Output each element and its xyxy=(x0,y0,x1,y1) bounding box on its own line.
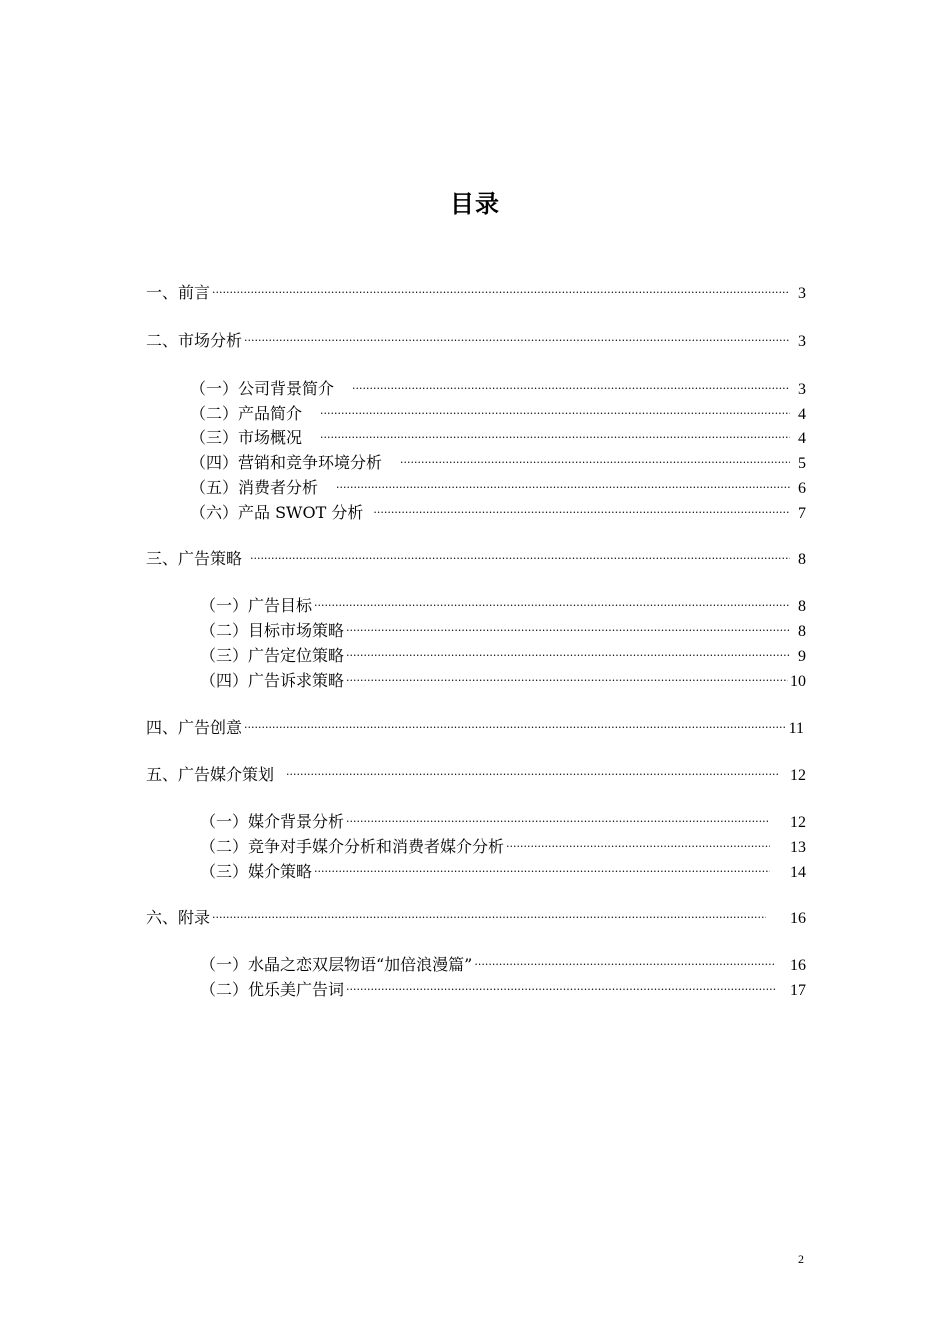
toc-entry-page: 16 xyxy=(790,910,806,927)
toc-entry-preface[interactable] xyxy=(146,282,806,304)
toc-entry-label: 六、附录 xyxy=(146,908,211,927)
toc-entry-page: 4 xyxy=(798,406,806,423)
toc-entry-page: 8 xyxy=(798,598,806,615)
toc-subentry[interactable] xyxy=(200,811,806,833)
toc-entry-page: 3 xyxy=(798,381,806,398)
toc-entry-label: （四）营销和竞争环境分析 xyxy=(190,453,383,472)
dot-leader xyxy=(212,282,790,304)
dot-leader xyxy=(373,502,790,524)
toc-entry-page: 17 xyxy=(790,982,806,999)
toc-subentry[interactable] xyxy=(190,378,806,400)
toc-entry-label: 五、广告媒介策划 xyxy=(146,765,275,784)
dot-leader xyxy=(212,907,766,929)
toc-subentry[interactable] xyxy=(200,670,806,692)
dot-leader xyxy=(352,378,790,400)
toc-entry-page: 12 xyxy=(790,767,806,784)
toc-entry-page: 3 xyxy=(798,285,806,302)
toc-entry-page: 13 xyxy=(790,839,806,856)
toc-subentry[interactable] xyxy=(200,954,806,976)
dot-leader xyxy=(346,645,790,667)
toc-entry-label: （一）公司背景简介 xyxy=(190,379,335,398)
toc-entry-page: 14 xyxy=(790,864,806,881)
toc-entry-market-analysis[interactable] xyxy=(146,330,806,352)
toc-subentry[interactable] xyxy=(190,427,806,449)
dot-leader xyxy=(346,811,770,833)
toc-subentry[interactable] xyxy=(190,403,806,425)
toc-entry-ad-creative[interactable] xyxy=(146,717,804,739)
toc-subentry[interactable] xyxy=(200,979,806,1001)
toc-entry-label: （三）媒介策略 xyxy=(200,862,313,881)
toc-entry-label: （四）广告诉求策略 xyxy=(200,671,345,690)
dot-leader xyxy=(346,620,790,642)
dot-leader xyxy=(320,403,790,425)
toc-entry-label: 四、广告创意 xyxy=(146,718,243,737)
toc-entry-label: （一）媒介背景分析 xyxy=(200,812,345,831)
toc-entry-label: （一）广告目标 xyxy=(200,596,313,615)
page-number: 2 xyxy=(798,1252,804,1266)
toc-subentry[interactable] xyxy=(190,502,806,524)
dot-leader xyxy=(474,954,776,976)
toc-subentry[interactable] xyxy=(200,595,806,617)
toc-entry-label: （五）消费者分析 xyxy=(190,478,319,497)
toc-entry-label: 三、广告策略 xyxy=(146,549,243,568)
toc-entry-label: （六）产品 SWOT 分析 xyxy=(190,503,364,522)
toc-title: 目录 xyxy=(450,190,500,218)
dot-leader xyxy=(314,595,790,617)
toc-subentry[interactable] xyxy=(190,477,806,499)
dot-leader xyxy=(250,548,790,570)
dot-leader xyxy=(346,670,788,692)
toc-entry-label: （二）竞争对手媒介分析和消费者媒介分析 xyxy=(200,837,505,856)
toc-entry-label: （三）广告定位策略 xyxy=(200,646,345,665)
toc-entry-appendix[interactable] xyxy=(146,907,806,929)
toc-entry-page: 4 xyxy=(798,430,806,447)
toc-subentry[interactable] xyxy=(200,836,806,858)
toc-entry-page: 3 xyxy=(798,333,806,350)
toc-entry-page: 12 xyxy=(790,814,806,831)
toc-entry-page: 5 xyxy=(798,455,806,472)
toc-entry-page: 16 xyxy=(790,957,806,974)
toc-subentry[interactable] xyxy=(200,645,806,667)
toc-entry-label: （三）市场概况 xyxy=(190,428,303,447)
toc-entry-page: 6 xyxy=(798,480,806,497)
toc-entry-ad-strategy[interactable] xyxy=(146,548,806,570)
toc-entry-label: 二、市场分析 xyxy=(146,331,243,350)
toc-subentry[interactable] xyxy=(200,620,806,642)
dot-leader xyxy=(400,452,790,474)
dot-leader xyxy=(320,427,790,449)
toc-entry-page: 11 xyxy=(788,720,804,737)
toc-entry-label: （二）产品简介 xyxy=(190,404,303,423)
toc-subentry[interactable] xyxy=(200,861,806,883)
toc-entry-label: 一、前言 xyxy=(146,283,211,302)
dot-leader xyxy=(506,836,770,858)
toc-entry-page: 9 xyxy=(798,648,806,665)
toc-entry-label: （一）水晶之恋双层物语“加倍浪漫篇” xyxy=(200,955,473,974)
toc-entry-media-planning[interactable] xyxy=(146,764,806,786)
dot-leader xyxy=(286,764,780,786)
dot-leader xyxy=(346,979,776,1001)
toc-entry-label: （二）目标市场策略 xyxy=(200,621,345,640)
dot-leader xyxy=(244,717,787,739)
dot-leader xyxy=(336,477,790,499)
toc-entry-page: 10 xyxy=(790,673,806,690)
toc-entry-page: 7 xyxy=(798,505,806,522)
toc-entry-label: （二）优乐美广告词 xyxy=(200,980,345,999)
toc-subentry[interactable] xyxy=(190,452,806,474)
dot-leader xyxy=(314,861,770,883)
toc-entry-page: 8 xyxy=(798,551,806,568)
dot-leader xyxy=(244,330,790,352)
toc-entry-page: 8 xyxy=(798,623,806,640)
